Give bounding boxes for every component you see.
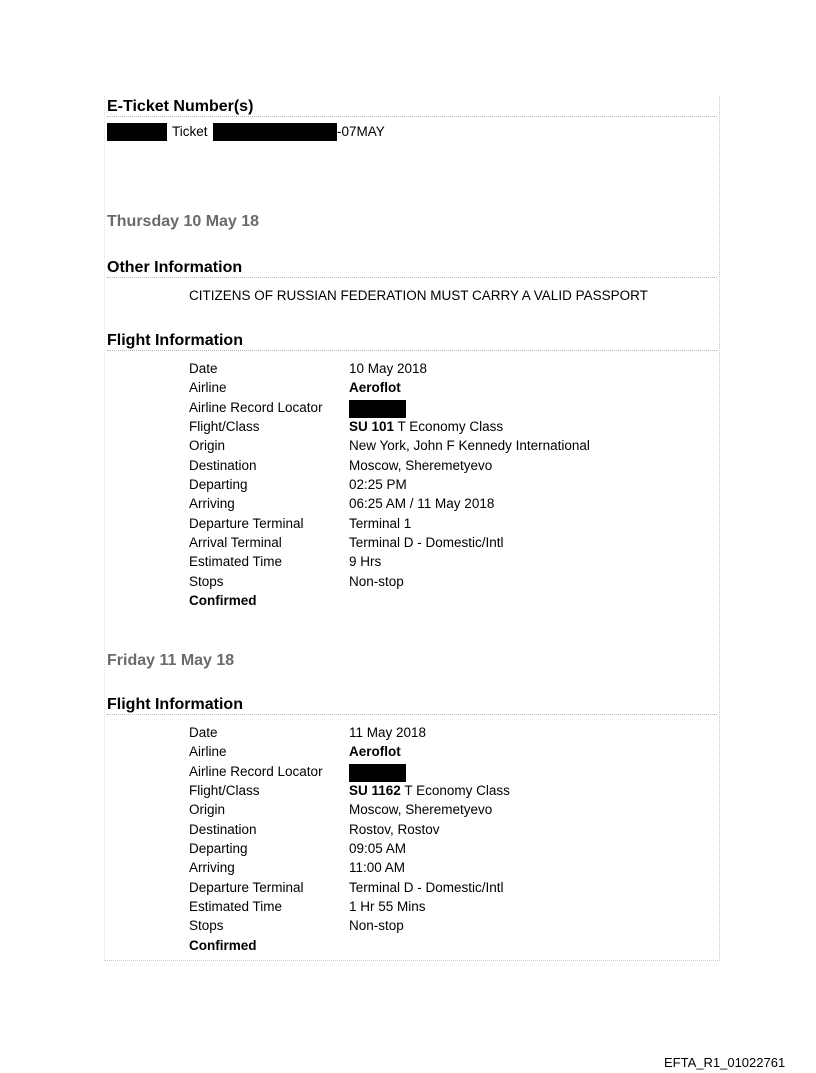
flight1-estimated-time: 9 Hrs [349, 554, 382, 569]
flight1-destination: Moscow, Sheremetyevo [349, 458, 493, 473]
flight1-airline: Aeroflot [349, 380, 401, 395]
airline-label: Airline [189, 380, 227, 395]
departure-terminal-label: Departure Terminal [189, 880, 304, 895]
other-info-rule [107, 277, 717, 278]
eticket-rule [107, 116, 717, 117]
redacted-record-locator [349, 400, 406, 418]
arriving-label: Arriving [189, 496, 235, 511]
destination-label: Destination [189, 458, 257, 473]
flight-class-label: Flight/Class [189, 783, 260, 798]
flight2-origin: Moscow, Sheremetyevo [349, 802, 493, 817]
flight-class-label: Flight/Class [189, 419, 260, 434]
eticket-heading: E-Ticket Number(s) [107, 98, 254, 115]
other-info-heading: Other Information [107, 259, 243, 276]
flight2-rule [107, 714, 717, 715]
flight2-stops: Non-stop [349, 918, 404, 933]
arriving-label: Arriving [189, 860, 235, 875]
flight1-departing: 02:25 PM [349, 477, 407, 492]
document-id: EFTA_R1_01022761 [664, 1055, 786, 1070]
redacted-record-locator [349, 764, 406, 782]
flight1-status: Confirmed [189, 593, 257, 608]
flight2-estimated-time: 1 Hr 55 Mins [349, 899, 426, 914]
flight1-class: T Economy Class [397, 419, 504, 434]
flight1-stops: Non-stop [349, 574, 404, 589]
flight1-date: 10 May 2018 [349, 361, 428, 376]
departure-terminal-label: Departure Terminal [189, 516, 304, 531]
day2-heading: Friday 11 May 18 [107, 652, 235, 669]
flight2-date: 11 May 2018 [349, 725, 427, 740]
flight1-departure-terminal: Terminal 1 [349, 516, 412, 531]
departing-label: Departing [189, 841, 248, 856]
flight1-arriving: 06:25 AM / 11 May 2018 [349, 496, 495, 511]
flight2-status: Confirmed [189, 938, 257, 953]
flight2-departure-terminal: Terminal D - Domestic/Intl [349, 880, 504, 895]
record-locator-label: Airline Record Locator [189, 764, 323, 779]
date-label: Date [189, 725, 218, 740]
flight1-rule [107, 350, 717, 351]
flight2-heading: Flight Information [107, 696, 243, 713]
flight1-number: SU 101 [349, 419, 395, 434]
passport-notice: CITIZENS OF RUSSIAN FEDERATION MUST CARRY A VALID PASSPORT [189, 288, 648, 303]
ticket-suffix: -07MAY [337, 124, 385, 139]
record-locator-label: Airline Record Locator [189, 400, 323, 415]
date-label: Date [189, 361, 218, 376]
day1-heading: Thursday 10 May 18 [107, 213, 260, 230]
origin-label: Origin [189, 438, 226, 453]
flight2-destination: Rostov, Rostov [349, 822, 440, 837]
flight2-number: SU 1162 [349, 783, 401, 798]
flight1-origin: New York, John F Kennedy International [349, 438, 590, 453]
redacted-passenger [107, 123, 167, 141]
ticket-label: Ticket [172, 124, 208, 139]
departing-label: Departing [189, 477, 248, 492]
estimated-time-label: Estimated Time [189, 899, 283, 914]
flight1-heading: Flight Information [107, 332, 243, 349]
flight2-departing: 09:05 AM [349, 841, 407, 856]
airline-label: Airline [189, 744, 227, 759]
estimated-time-label: Estimated Time [189, 554, 283, 569]
redacted-ticket-number [213, 123, 337, 141]
origin-label: Origin [189, 802, 226, 817]
flight1-arrival-terminal: Terminal D - Domestic/Intl [349, 535, 504, 550]
flight2-arriving: 11:00 AM [349, 860, 406, 875]
stops-label: Stops [189, 918, 224, 933]
flight2-airline: Aeroflot [349, 744, 401, 759]
flight2-class: T Economy Class [404, 783, 510, 798]
arrival-terminal-label: Arrival Terminal [189, 535, 282, 550]
stops-label: Stops [189, 574, 224, 589]
destination-label: Destination [189, 822, 257, 837]
